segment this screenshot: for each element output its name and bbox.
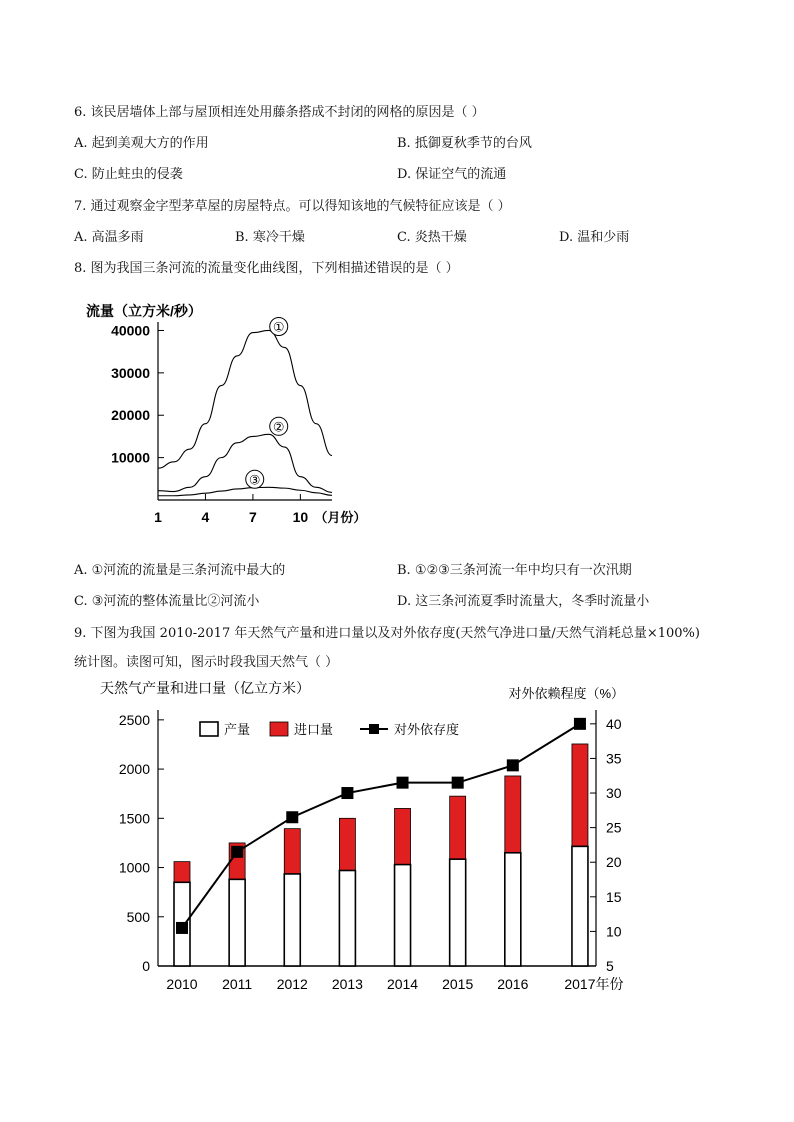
chart1-x-unit-label: （月份） [314,510,367,525]
chart2-left-tick-label: 1500 [118,810,150,827]
chart1-y-tick-label: 40000 [111,322,150,339]
chart2-x-label: 2017年份 [564,976,624,992]
chart1-y-tick-label: 20000 [111,407,150,424]
chart1-x-tick-label: 4 [201,509,210,525]
chart1-x-tick-label: 10 [292,509,309,525]
chart2-left-tick-label: 0 [142,958,150,974]
bar-production [450,859,466,966]
question-9-stem-line2: 统计图。读图可知，图示时段我国天然气（ ） [74,655,339,670]
chart2-x-label: 2012 [276,976,308,992]
chart2-left-tick-label: 500 [126,908,150,925]
dependence-point [286,811,298,823]
bar-production [572,846,588,966]
legend-imports-label: 进口量 [294,722,334,737]
question-7-option-a[interactable]: A. 高温多雨 [74,230,144,245]
question-8-option-d[interactable]: D. 这三条河流夏季时流量大，冬季时流量小 [397,594,650,609]
question-6-option-d[interactable]: D. 保证空气的流通 [397,167,507,182]
question-6-stem: 6. 该民居墙体上部与屋顶相连处用藤条搭成不封闭的网格的原因是（ ） [74,105,485,120]
legend-imports-swatch [270,722,288,736]
dependence-point [231,846,243,858]
chart1-series-label: ① [272,319,285,335]
question-7-stem: 7. 通过观察金字型茅草屋的房屋特点。可以得知该地的气候特征应该是（ ） [74,199,511,214]
question-8-stem: 8. 图为我国三条河流的流量变化曲线图，下列相描述错误的是（ ） [74,261,459,276]
chart2-x-label: 2015 [442,976,474,992]
dependence-point [452,777,464,789]
bar-imports [284,829,300,874]
chart2-x-label: 2011 [222,976,253,992]
chart1-y-tick-label: 30000 [111,364,150,381]
bar-production [395,865,411,966]
bar-production [339,870,355,966]
bar-production [229,879,245,966]
bar-production [284,874,300,966]
chart2-left-tick-label: 1000 [118,859,150,876]
chart2-right-tick-label: 40 [606,715,622,732]
question-8-option-a[interactable]: A. ①河流的流量是三条河流中最大的 [74,563,286,578]
chart2-x-label: 2014 [386,976,419,992]
question-7-option-c[interactable]: C. 炎热干燥 [397,230,467,245]
chart2-right-tick-label: 20 [606,854,622,871]
bar-imports [339,818,355,870]
chart1-y-axis-label: 流量（立方米/秒） [86,303,202,319]
dependence-point [507,759,519,771]
chart1-x-tick-label: 7 [249,509,257,525]
chart1-x-tick-label: 1 [154,509,162,525]
legend-production-swatch [200,722,218,736]
question-7-option-d[interactable]: D. 温和少雨 [559,230,630,245]
question-8-option-b[interactable]: B. ①②③三条河流一年中均只有一次汛期 [397,563,632,578]
chart1-y-tick-label: 10000 [111,449,150,466]
legend-dependence-label: 对外依存度 [394,722,460,737]
chart2-left-tick-label: 2500 [118,711,150,728]
chart1-series-line [158,330,332,468]
chart2-x-label: 2010 [166,976,198,992]
dependence-point [397,777,409,789]
question-8-option-c[interactable]: C. ③河流的整体流量比②河流小 [74,594,260,609]
chart1-series-label: ② [272,419,285,435]
chart2-right-tick-label: 5 [606,958,614,974]
bar-production [505,853,521,966]
chart2-x-label: 2016 [497,976,529,992]
chart1-series-label: ③ [248,472,261,488]
chart2-left-tick-label: 2000 [118,761,150,778]
chart2-right-tick-label: 35 [606,750,622,767]
dependence-point [574,718,586,730]
chart2-right-tick-label: 30 [606,785,622,802]
chart1-series-line [158,434,332,492]
chart2-left-axis-title: 天然气产量和进口量（亿立方米） [100,680,310,696]
question-9-stem-line1: 9. 下图为我国 2010-2017 年天然气产量和进口量以及对外依存度(天然气净进口量/天然气消耗总量×100%) [74,626,700,641]
river-flow-chart [70,292,380,542]
bar-imports [572,744,588,846]
bar-imports [505,776,521,853]
question-6-option-a[interactable]: A. 起到美观大方的作用 [74,136,209,151]
natural-gas-chart [92,676,652,1002]
chart2-right-tick-label: 15 [606,888,622,905]
bar-imports [395,808,411,864]
bar-imports [450,796,466,859]
question-6-option-c[interactable]: C. 防止蛀虫的侵袭 [74,167,183,182]
question-7-option-b[interactable]: B. 寒冷干燥 [235,230,305,245]
chart2-right-axis-title: 对外依赖程度（%） [508,686,624,701]
chart2-right-tick-label: 25 [606,819,622,836]
chart2-right-tick-label: 10 [606,923,622,940]
dependence-point [176,922,188,934]
question-6-option-b[interactable]: B. 抵御夏秋季节的台风 [397,136,532,151]
legend-production-label: 产量 [224,722,251,737]
bar-imports [174,862,190,883]
legend-dependence-marker [369,724,379,734]
chart2-x-label: 2013 [331,976,363,992]
dependence-point [341,787,353,799]
